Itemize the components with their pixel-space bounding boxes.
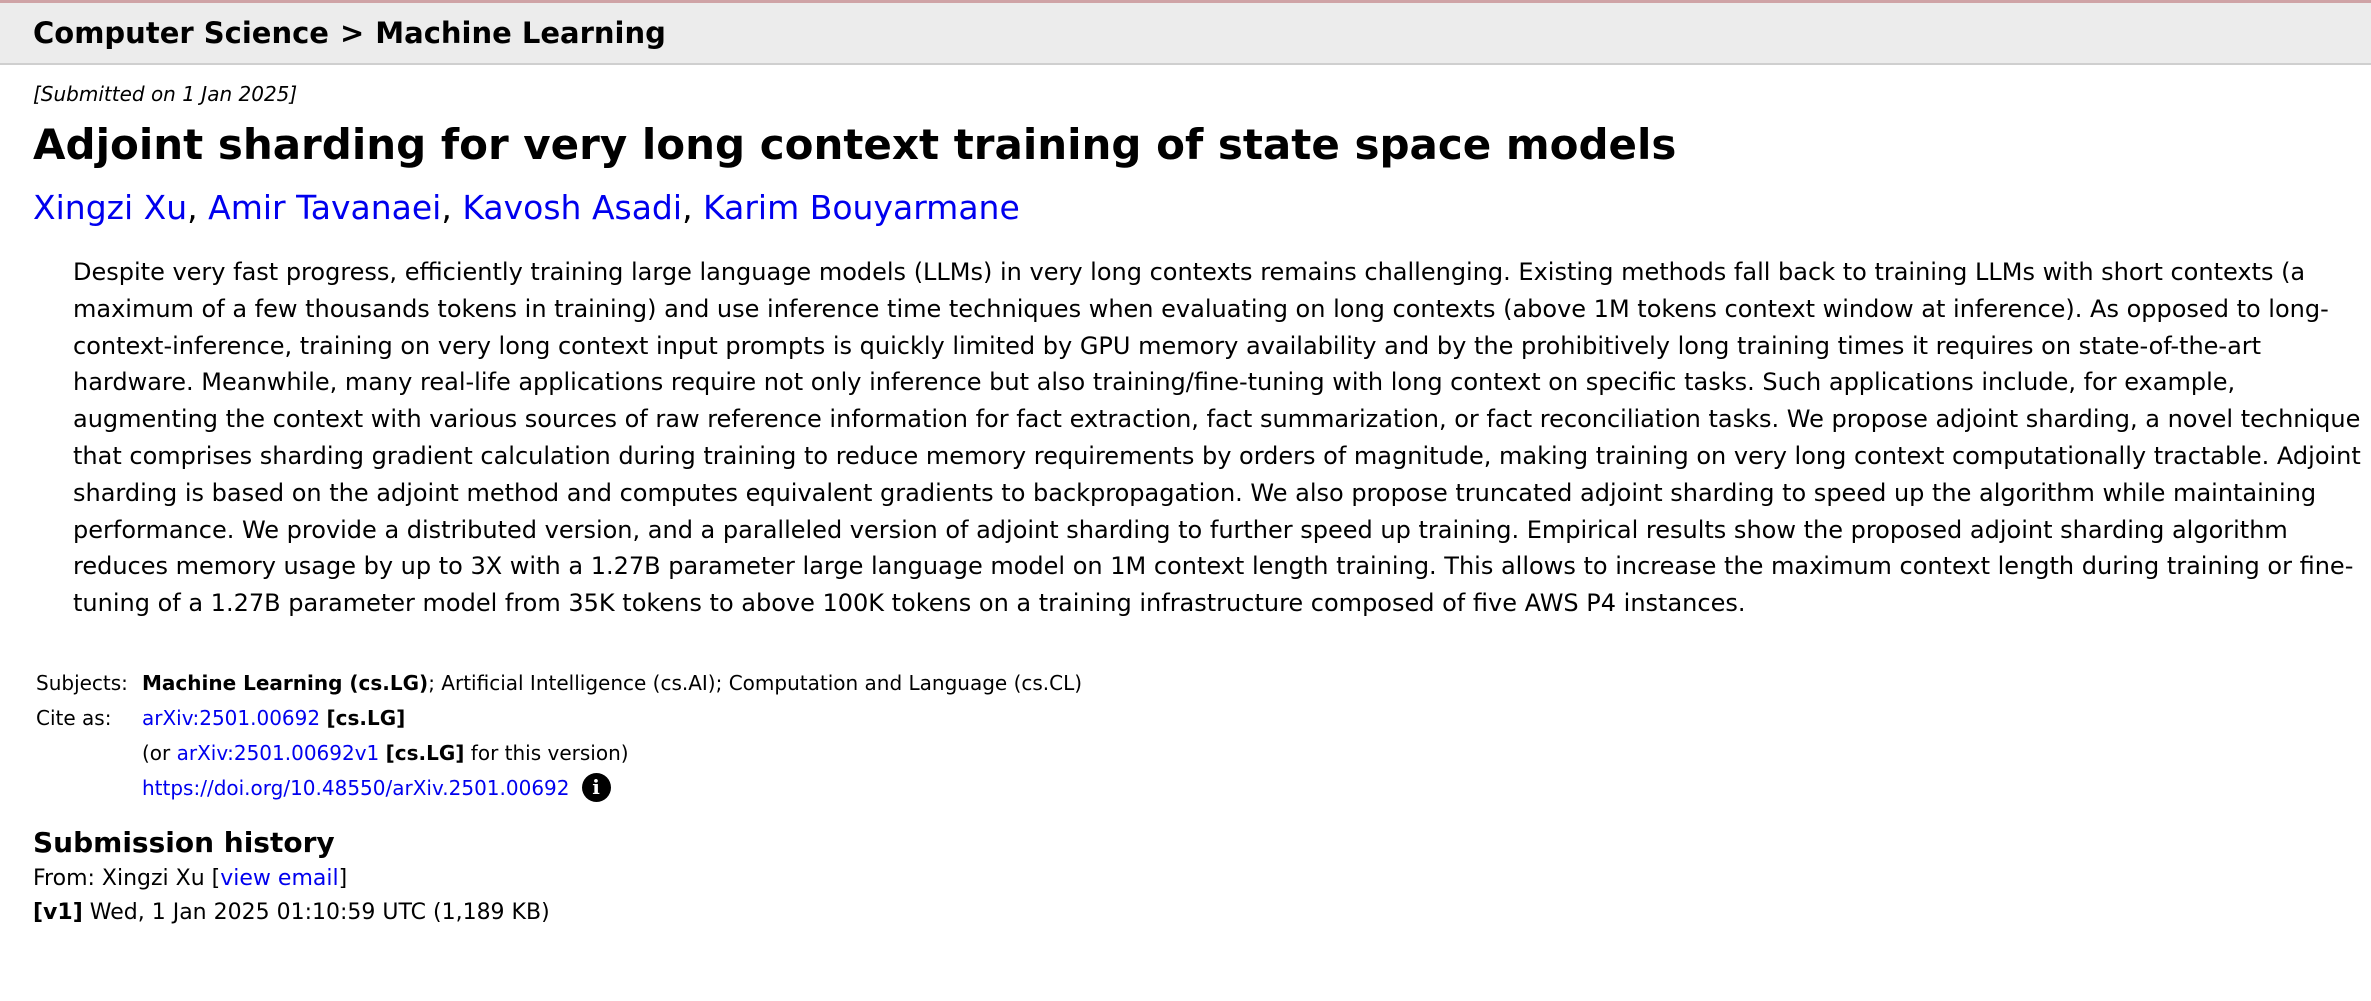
metadata-table xyxy=(36,666,1082,806)
abstract: Despite very fast progress, efficiently training large language models (LLMs) in very long contexts remains challenging. Existing methods fall back to training LLMs with short contexts (a maximum of a few thousands tokens in training) and use inference time techniques when evaluating on long contexts (above 1M tokens context window at inference). As opposed to long-context-inference, training on very long context input prompts is quickly limited by GPU memory availability and by the prohibitively long training times it requires on state-of-the-art hardware. Meanwhile, many real-life applications require not only inference but also training/fine-tuning with long context on specific tasks. Such applications include, for example, augmenting the context with various sources of raw reference information for fact extraction, fact summarization, or fact reconciliation tasks. We propose adjoint sharding, a novel technique that comprises sharding gradient calculation during training to reduce memory requirements by orders of magnitude, making training on very long context computationally tractable. Adjoint sharding is based on the adjoint method and computes equivalent gradients to backpropagation. We also propose truncated adjoint sharding to speed up the algorithm while maintaining performance. We provide a distributed version, and a paralleled version of adjoint sharding to further speed up training. Empirical results show the proposed adjoint sharding algorithm reduces memory usage by up to 3X with a 1.27B parameter large language model on 1M context length training. This allows to increase the maximum context length during training or fine-tuning of a 1.27B parameter model from 35K tokens to above 100K tokens on a training infrastructure composed of five AWS P4 instances. xyxy=(73,258,2361,618)
cite-category: [cs.LG] xyxy=(326,705,406,730)
submission-date: [Submitted on 1 Jan 2025] xyxy=(33,82,298,106)
breadcrumb xyxy=(0,3,2371,65)
author-separator: , xyxy=(187,188,209,227)
primary-subject: Machine Learning (cs.LG) xyxy=(142,670,429,695)
breadcrumb-current[interactable]: Machine Learning xyxy=(375,16,666,50)
version-tag[interactable]: [v1] xyxy=(33,899,83,925)
from-prefix: From: Xingzi Xu [ xyxy=(33,865,221,891)
version-prefix: (or xyxy=(142,740,177,765)
author-list xyxy=(33,186,2341,230)
info-icon[interactable]: i xyxy=(582,773,611,802)
cite-value xyxy=(142,701,1082,806)
paper-title: Adjoint sharding for very long context training of state space models xyxy=(33,120,1677,169)
version-category: [cs.LG] xyxy=(385,740,465,765)
subjects-row xyxy=(36,666,1082,701)
subjects-label: Subjects: xyxy=(36,670,128,695)
doi-link[interactable]: https://doi.org/10.48550/arXiv.2501.00692 xyxy=(142,775,570,800)
main-content xyxy=(0,80,2371,930)
author-link[interactable]: Amir Tavanaei xyxy=(208,188,442,227)
view-email-link[interactable]: view email xyxy=(220,865,339,891)
subjects-value xyxy=(142,666,1082,701)
version-detail: Wed, 1 Jan 2025 01:10:59 UTC (1,189 KB) xyxy=(82,899,550,925)
author-separator: , xyxy=(441,188,463,227)
author-separator: , xyxy=(682,188,704,227)
version-id-link[interactable]: arXiv:2501.00692v1 xyxy=(176,740,380,765)
author-link[interactable]: Xingzi Xu xyxy=(33,188,188,227)
submitter-line xyxy=(33,862,2341,896)
version-line xyxy=(33,896,2341,930)
author-link[interactable]: Karim Bouyarmane xyxy=(703,188,1020,227)
cite-row xyxy=(36,701,1082,806)
from-suffix: ] xyxy=(338,865,348,891)
submission-history-heading: Submission history xyxy=(33,825,335,859)
breadcrumb-parent[interactable]: Computer Science xyxy=(33,16,329,50)
author-link[interactable]: Kavosh Asadi xyxy=(462,188,683,227)
submission-history xyxy=(33,862,2341,930)
other-subjects: ; Artificial Intelligence (cs.AI); Computation and Language (cs.CL) xyxy=(428,670,1083,695)
arxiv-id-link[interactable]: arXiv:2501.00692 xyxy=(142,705,321,730)
breadcrumb-separator: > xyxy=(339,16,365,50)
cite-label: Cite as: xyxy=(36,705,112,730)
version-suffix: for this version) xyxy=(464,740,629,765)
